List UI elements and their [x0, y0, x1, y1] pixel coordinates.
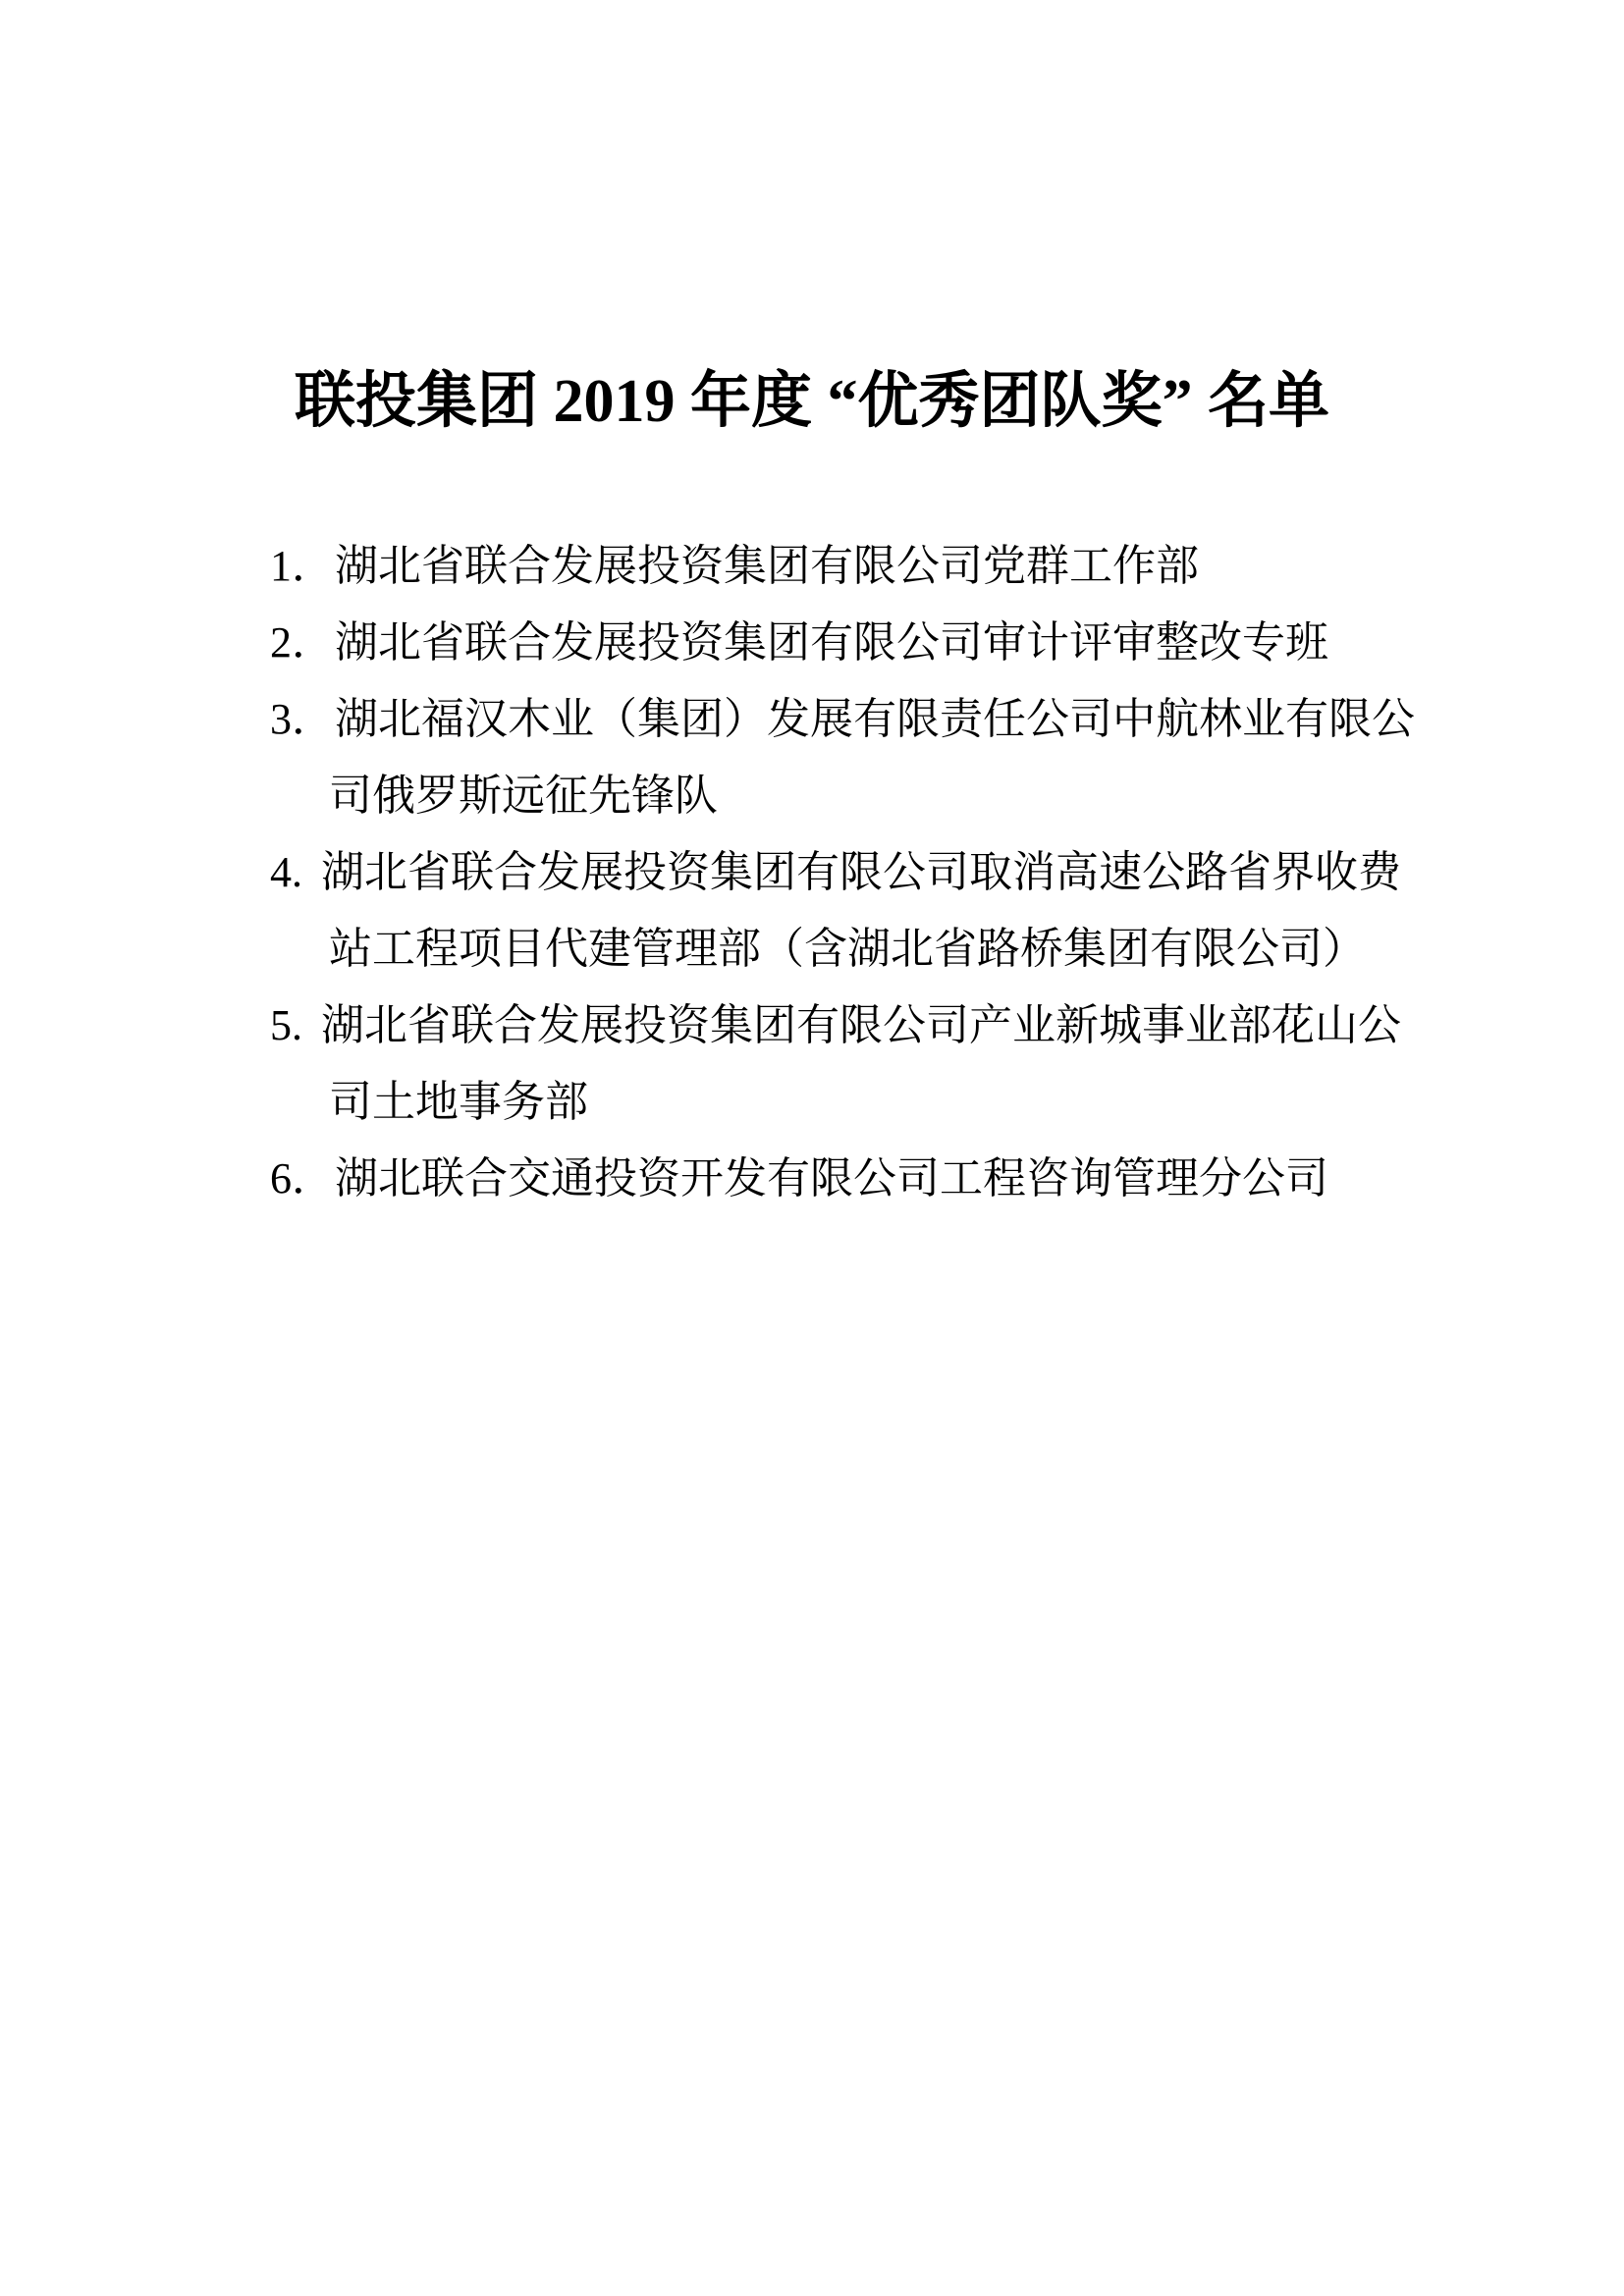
award-list [270, 528, 1415, 1217]
list-item-line [270, 605, 1415, 681]
list-item [270, 834, 1415, 988]
list-item-number: 1． [270, 542, 335, 590]
list-item-text: 湖北省联合发展投资集团有限公司取消高速公路省界收费 [321, 848, 1401, 896]
list-item-text: 湖北省联合发展投资集团有限公司党群工作部 [335, 542, 1199, 590]
document-title: 联投集团 2019 年度 “优秀团队奖” 名单 [294, 368, 1329, 435]
list-item-number: 2． [270, 618, 335, 667]
list-item-line [270, 1141, 1415, 1217]
list-item-continuation-line: 司土地事务部 [329, 1078, 588, 1126]
list-item-text: 湖北联合交通投资开发有限公司工程咨询管理分公司 [335, 1154, 1328, 1202]
list-item-number: 6． [270, 1154, 335, 1202]
list-item [270, 528, 1415, 605]
list-item [270, 681, 1415, 834]
list-item-number: 3． [270, 695, 335, 743]
list-item-text: 湖北省联合发展投资集团有限公司审计评审整改专班 [335, 618, 1328, 667]
list-item-line [270, 681, 1415, 758]
list-item [270, 988, 1415, 1141]
list-item-continuation-line: 司俄罗斯远征先锋队 [329, 772, 718, 820]
list-item-number: 5. [270, 1001, 302, 1049]
list-item-text: 湖北福汉木业（集团）发展有限责任公司中航林业有限公 [335, 695, 1415, 743]
list-item-line [270, 988, 1415, 1064]
list-item-number: 4. [270, 848, 302, 896]
list-item [270, 1141, 1415, 1217]
list-item [270, 605, 1415, 681]
list-item-continuation-line: 站工程项目代建管理部（含湖北省路桥集团有限公司） [329, 925, 1366, 973]
list-item-line [270, 834, 1415, 911]
list-item-text: 湖北省联合发展投资集团有限公司产业新城事业部花山公 [321, 1001, 1401, 1049]
list-item-line [270, 528, 1415, 605]
